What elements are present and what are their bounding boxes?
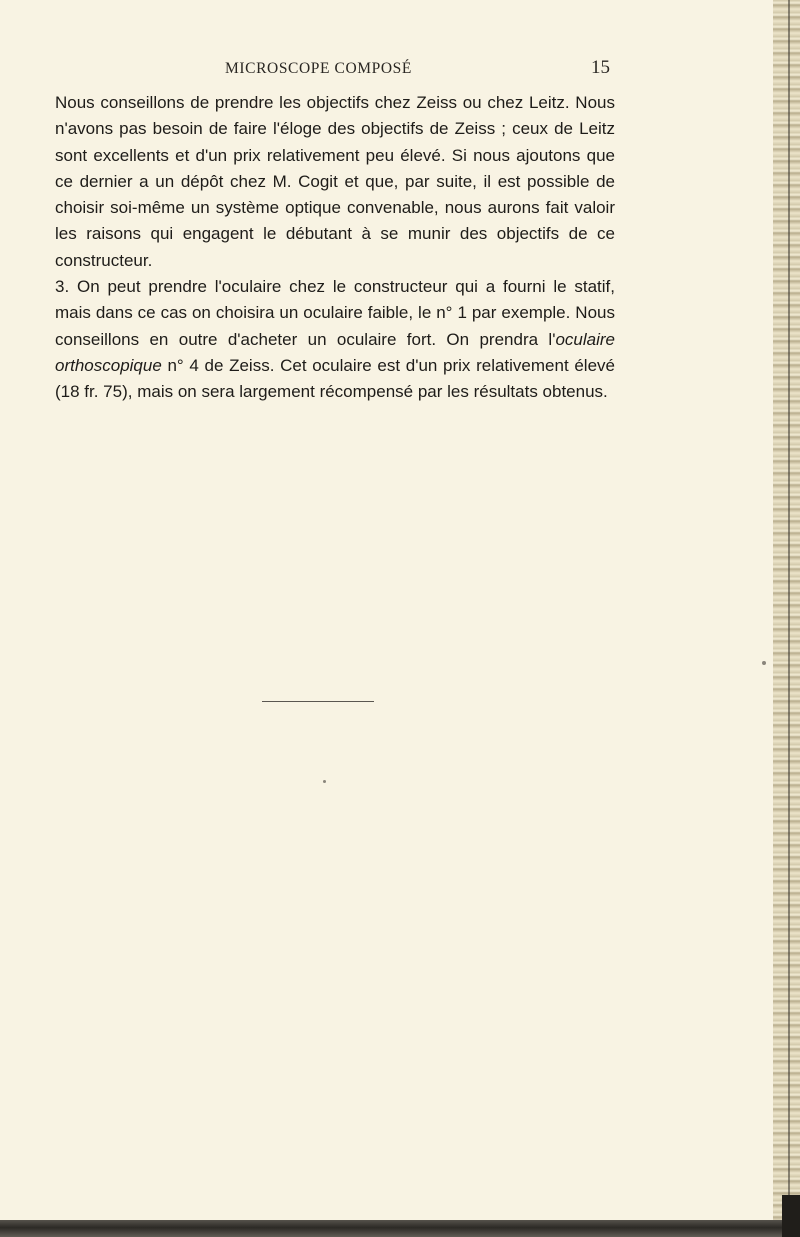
page-bottom-strip — [0, 1220, 800, 1237]
paper-speck — [762, 661, 766, 665]
paragraph-oculaire-start: 3. On peut prendre l'oculaire chez le constructeur qui a fourni le statif, mais dans ce cas on choisira un oculaire faible, le n° 1 par exemple. Nous conseillons en outre d'acheter un oculaire fort. On prendra l' — [55, 277, 615, 349]
body-text — [55, 90, 615, 406]
paper-speck — [323, 780, 326, 783]
page-edge-strip — [773, 0, 800, 1237]
running-title: MICROSCOPE COMPOSÉ — [225, 60, 412, 77]
page-corner-shadow — [782, 1195, 800, 1237]
page-number: 15 — [591, 57, 610, 78]
page-edge-line — [788, 0, 790, 1237]
section-separator — [262, 701, 374, 702]
running-head — [55, 57, 610, 84]
paragraph-oculaire — [55, 274, 615, 405]
paragraph-objectifs: Nous conseillons de prendre les objectifs chez Zeiss ou chez Leitz. Nous n'avons pas besoin de faire l'éloge des objectifs de Zeiss ; ceux de Leitz sont excellents et d'un prix relativement peu élevé. Si nous ajoutons que ce dernier a un dépôt chez M. Cogit et que, par suite, il est possible de choisir soi-même un système optique convenable, nous aurons fait valoir les raisons qui engagent le débutant à se munir des objectifs de ce constructeur. — [55, 93, 615, 270]
paragraph-oculaire-end: n° 4 de Zeiss. Cet oculaire est d'un prix relativement élevé (18 fr. 75), mais on sera largement récompensé par les résultats obtenus. — [55, 355, 615, 402]
oculaire-orthoscopique-emphasis: oculaire orthoscopique — [55, 329, 615, 375]
